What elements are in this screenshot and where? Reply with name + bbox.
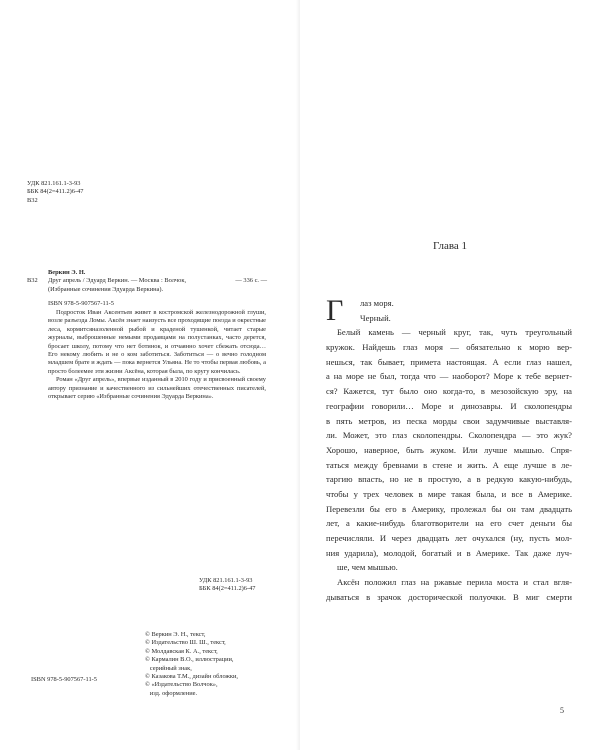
text-line: таться между бревнами в стене и жить. А еще лучше в ле-	[326, 459, 572, 470]
bibliographic-record	[27, 269, 267, 309]
author-name: Веркин Э. Н.	[48, 269, 86, 276]
text-line: лет, а какие-нибудь благотворители на его счет деньги бы	[326, 518, 572, 529]
record-code: В32	[27, 277, 38, 285]
udk-block-bottom	[199, 577, 256, 594]
page-count: — 336 с. —	[235, 277, 267, 285]
isbn-line: ISBN 978-5-907567-11-5	[48, 300, 114, 308]
text-line: дываться в зрачок досторической полуочки. В миг смерти	[326, 591, 572, 602]
annotation-paragraph: Подросток Иван Аксентьев живет в костромской железнодорожной глуши, возле разъезда Ломы. Аксён знает наизусть все проходящие поезда и окрестные леса, кормитсяназоленной рыбой и краденой тушенкой, читает старые журналы, выброшенные немыми продавцами на полустанках, часто дерется, бросает школу, потому что нет ботинок, и отчаянно хочет сбежать отсюда… Его некому любить и не о ком заботиться. Заботиться — о вечно голодном младшем брате и ждать — пока вернется Ульяна. Не то чтобы первая любовь, а просто болеемее эти жизни Аксёна, которая была, по кругу кончилась.	[48, 309, 266, 375]
text-line: географии говорили… Море и динозавры. И сколопендры	[326, 400, 572, 411]
text-line: в пять метров, из песка морды свои задумчивые выставля-	[326, 415, 572, 426]
chapter-title: Глава 1	[432, 240, 468, 252]
copyright-line: © Молдавская К. А., текст,	[145, 647, 218, 655]
text-line: ния ударила), молодой, богатый и в Америке. Так даже луч-	[326, 547, 572, 558]
text-line: кружок. Найдешь глаз моря — обязательно к морю вер-	[326, 342, 572, 353]
copyright-line: © Казакова Т.М., дизайн обложки,	[145, 673, 239, 681]
annotation	[48, 309, 266, 401]
udk-block-top	[27, 180, 84, 205]
text-line: нешься, так бывает, примета настоящая. А если глаз нашел,	[326, 356, 572, 367]
copyright-line: серийный знак,	[145, 664, 192, 672]
series-line: (Избранные сочинения Эдуарда Веркина).	[48, 285, 164, 293]
text-line: Хорошо, наверное, быть жуком. Или лучше мышью. Спря-	[326, 444, 572, 455]
copyright-line: изд. оформление.	[145, 689, 198, 697]
page-number: 5	[560, 706, 564, 715]
text-line: ше, чем мышью.	[337, 562, 398, 573]
title-line: Друг апрель / Эдуард Веркин. — Москва : Волчок,	[48, 277, 187, 285]
text-line: Белый камень — черный круг, так, чуть треугольный	[337, 327, 572, 338]
copyright-line: © «Издательство Волчок»,	[145, 681, 218, 689]
drop-cap: Г	[326, 294, 344, 327]
text-line: лаз моря.	[360, 298, 394, 308]
text-line: таргию впасть, но не в простую, а в редкую какую-нибудь,	[326, 474, 572, 485]
text-line: Черный.	[360, 312, 391, 323]
udk-line: УДК 821.161.1-3-93	[27, 180, 81, 187]
text-line: Аксён положил глаз на ржавые перила моста и стал вгля-	[337, 577, 572, 588]
copyright-line: © Веркин Э. Н., текст,	[145, 631, 206, 638]
author-code: В32	[27, 196, 38, 204]
bbk-line: ББК 84(2=411.2)6-47	[27, 188, 84, 196]
text-line: ли. Может, это глаз сколопендры. Сколопендра — это жук?	[326, 430, 572, 441]
chapter-body	[326, 296, 572, 604]
bbk-line: ББК 84(2=411.2)6-47	[199, 585, 256, 593]
text-line: а на море не был, тогда что — наоборот? Море к тебе вернет-	[326, 371, 572, 382]
annotation-paragraph: Роман «Друг апрель», впервые изданный в 2010 году и присвоенный своему автору признание и качественного из сильнейших отечественных писателей, открывает серию «Избранные сочинения Эдуарда Веркина».	[48, 376, 266, 401]
copyright-line: © Издательство Ш. Ш., текст,	[145, 639, 226, 647]
copyright-block	[145, 631, 238, 698]
udk-line: УДК 821.161.1-3-93	[199, 577, 253, 584]
text-line: перечисляли. И через двадцать лет очухался (ну, пусть мол-	[326, 533, 572, 543]
text-line: чтобы у трех человек в мире такая была, и все в Америке.	[326, 488, 572, 499]
isbn-bottom: ISBN 978-5-907567-11-5	[31, 676, 97, 683]
copyright-line: © Кармалин В.О., иллюстрации,	[145, 656, 234, 664]
text-line: Перевезли бы его в Америку, пролежал бы он там двадцать	[326, 503, 572, 514]
text-line: ся? Кажется, тут было оно когда-то, в мезозойскую эру, на	[326, 386, 572, 397]
